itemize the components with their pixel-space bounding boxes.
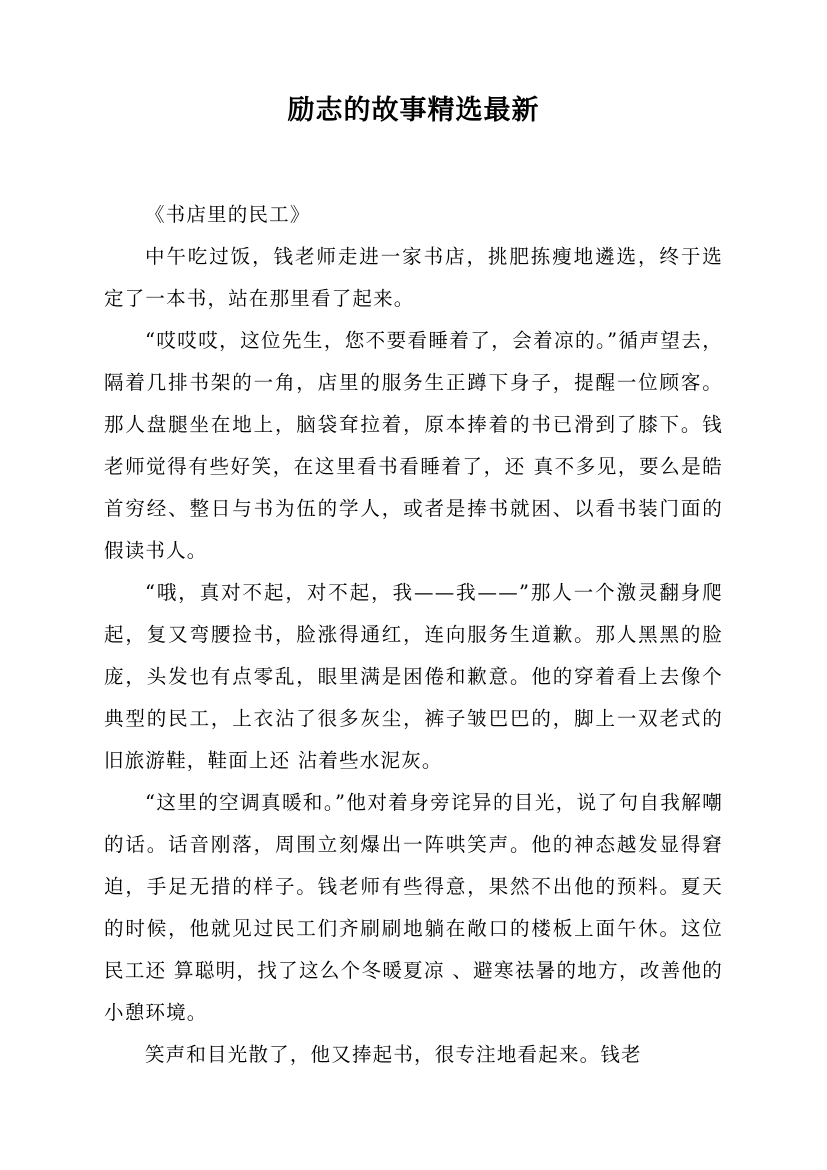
paragraph: 中午吃过饭，钱老师走进一家书店，挑肥拣瘦地遴选，终于选定了一本书，站在那里看了起来。 bbox=[104, 244, 723, 310]
paragraph: 笑声和目光散了，他又捧起书，很专注地看起来。钱老 bbox=[144, 1042, 642, 1066]
document-body bbox=[104, 194, 723, 1076]
paragraph: “这里的空调真暖和。”他对着身旁诧异的目光，说了句自我解嘲的话。话音刚落，周围立刻爆出一阵哄笑声。他的神态越发显得窘迫，手足无措的样子。钱老师有些得意，果然不出他的预料。夏天的时候，他就见过民工们齐刷刷地躺在敞口的楼板上面午休。这位民工还 算聪明，找了这么个冬暖夏凉 、避寒祛暑的地方，改善他的小憩环境。 bbox=[104, 790, 723, 1024]
paragraph: “哎哎哎，这位先生，您不要看睡着了，会着凉的。”循声望去，隔着几排书架的一角，店里的服务生正蹲下身子，提醒一位顾客。那人盘腿坐在地上，脑袋耷拉着，原本捧着的书已滑到了膝下。钱老师觉得有些好笑，在这里看书看睡着了，还 真不多见，要么是皓首穷经、整日与书为伍的学人，或者是捧书就困、以看书装门面的假读书人。 bbox=[104, 328, 723, 562]
paragraph: 《书店里的民工》 bbox=[144, 202, 311, 226]
page-title: 励志的故事精选最新 bbox=[287, 95, 540, 126]
paragraph: “哦，真对不起，对不起，我——我——”那人一个激灵翻身爬起，复又弯腰捡书，脸涨得通红，连向服务生道歉。那人黑黑的脸庞，头发也有点零乱，眼里满是困倦和歉意。他的穿着看上去像个典型的民工，上衣沾了很多灰尘，裤子皱巴巴的，脚上一双老式的旧旅游鞋，鞋面上还 沾着些水泥灰。 bbox=[104, 580, 723, 772]
